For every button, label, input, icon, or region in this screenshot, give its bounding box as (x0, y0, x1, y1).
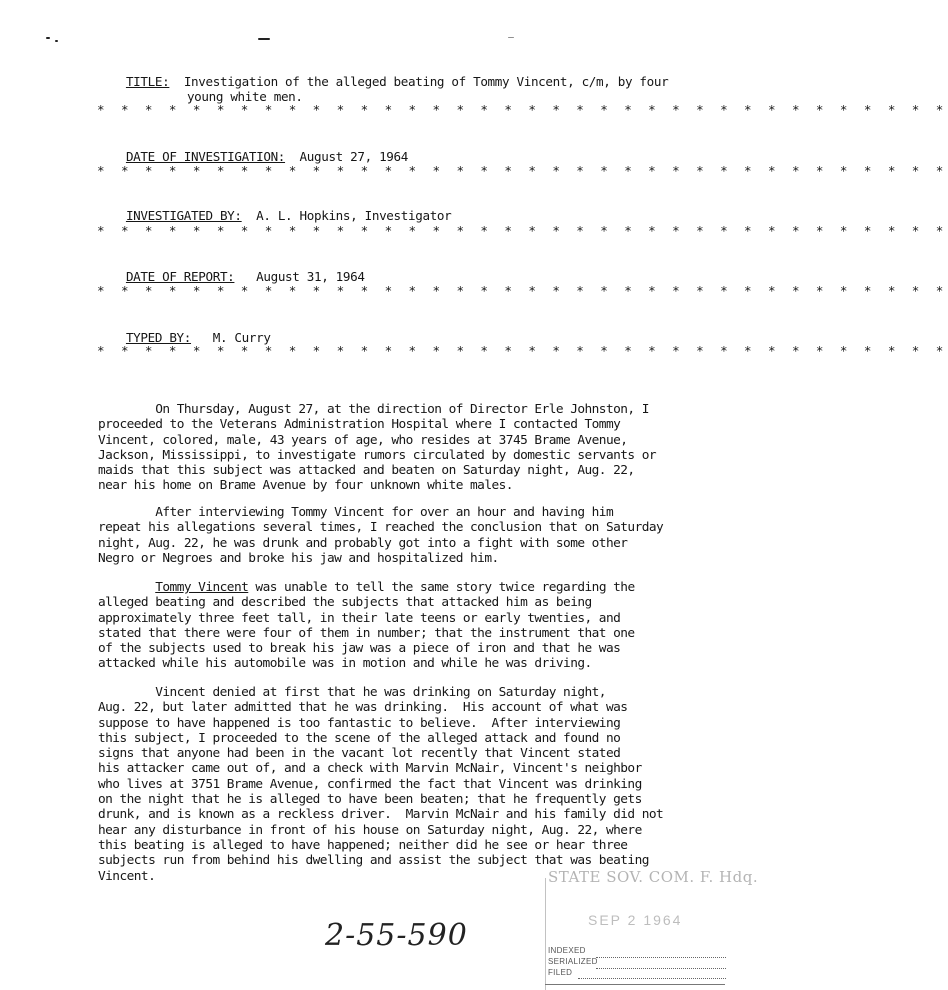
text-line: this beating is alleged to have happened; neither did he see or hear three (98, 837, 628, 853)
stamp-filed-line (578, 978, 726, 979)
text-line: After interviewing Tommy Vincent for over an hour and having him (98, 505, 614, 520)
text-line: Vincent, colored, male, 43 years of age, who resides at 3745 Brame Avenue, (98, 432, 628, 448)
typed-by-value: M. Curry (212, 330, 271, 345)
separator: * * * * * * * * * * * * * * * * * * * * * * * * * * * * * * * * * * * * (97, 283, 948, 298)
separator: * * * * * * * * * * * * * * * * * * * * * * * * * * * * * * * * * * * * (97, 223, 948, 238)
title-text-line1: Investigation of the alleged beating of Tommy Vincent, c/m, by four (183, 74, 669, 89)
investigated-by-value: A. L. Hopkins, Investigator (256, 208, 452, 223)
file-stamp (548, 862, 759, 990)
text-line: Vincent. (98, 868, 156, 884)
stamp-border-left (545, 878, 546, 990)
paragraph-4 (98, 685, 698, 884)
title-label: TITLE: (125, 74, 170, 89)
date-of-report-value: August 31, 1964 (256, 269, 365, 284)
text-line: Negro or Negroes and broke his jaw and hospitalized him. (98, 550, 499, 566)
stamp-indexed-line (596, 957, 726, 958)
paragraph-1 (98, 402, 698, 494)
scan-speck (46, 37, 50, 39)
scan-speck (508, 37, 514, 38)
text-line: this subject, I proceeded to the scene of the alleged attack and found no (98, 730, 621, 746)
text-line: proceeded to the Veterans Administration Hospital where I contacted Tommy (98, 417, 621, 433)
date-of-report-label: DATE OF REPORT: (125, 269, 235, 284)
stamp-border-bottom (545, 984, 725, 985)
separator: * * * * * * * * * * * * * * * * * * * * * * * * * * * * * * * * * * * * (97, 343, 948, 358)
text-line: attacked while his automobile was in motion and while he was driving. (98, 656, 592, 672)
separator: * * * * * * * * * * * * * * * * * * * * * * * * * * * * * * * * * * * * (97, 102, 948, 117)
text-line: near his home on Brame Avenue by four unknown white males. (98, 478, 513, 494)
separator: * * * * * * * * * * * * * * * * * * * * * * * * * * * * * * * * * * * * (97, 163, 948, 178)
text-line: his attacker came out of, and a check with Marvin McNair, Vincent's neighbor (98, 761, 642, 777)
underlined-name: Tommy Vincent (155, 580, 249, 595)
text-fragment: was unable to tell the same story twice regarding the (248, 580, 635, 595)
date-of-investigation-value: August 27, 1964 (299, 149, 408, 164)
paragraph-3 (98, 580, 698, 672)
text-line: Vincent denied at first that he was drinking on Saturday night, (98, 685, 606, 700)
stamp-date: SEP 2 1964 (588, 912, 683, 928)
stamp-agency-text: STATE SOV. COM. F. Hdq. (548, 868, 759, 886)
scan-speck (55, 40, 58, 42)
text-line: who lives at 3751 Brame Avenue, confirmed the fact that Vincent was drinking (98, 776, 642, 792)
stamp-filed: FILED (548, 968, 573, 977)
text-line: drunk, and is known as a reckless driver. Marvin McNair and his family did not (98, 807, 664, 823)
text-line: maids that this subject was attacked and beaten on Saturday night, Aug. 22, (98, 463, 635, 479)
stamp-indexed: INDEXED (548, 946, 586, 955)
text-line: repeat his allegations several times, I reached the conclusion that on Saturday (98, 520, 664, 536)
text-line: on the night that he is alleged to have been beaten; that he frequently gets (98, 792, 642, 808)
text-line: alleged beating and described the subjects that attacked him as being (98, 595, 592, 611)
text-line: hear any disturbance in front of his house on Saturday night, Aug. 22, where (98, 822, 642, 838)
stamp-serialized-line (596, 968, 726, 969)
stamp-serialized: SERIALIZED (548, 957, 598, 966)
scan-speck (258, 38, 270, 40)
text-line: suppose to have happened is too fantastic to believe. After interviewing (98, 715, 621, 731)
text-line: of the subjects used to break his jaw was a piece of iron and that he was (98, 641, 621, 657)
text-line: signs that anyone had been in the vacant lot recently that Vincent stated (98, 746, 621, 762)
date-of-investigation-label: DATE OF INVESTIGATION: (125, 149, 286, 164)
typed-by-label: TYPED BY: (125, 330, 192, 345)
text-line: approximately three feet tall, in their late teens or early twenties, and (98, 610, 621, 626)
text-line (98, 580, 698, 595)
handwritten-file-number: 2-55-590 (325, 918, 468, 953)
text-line: night, Aug. 22, he was drunk and probably got into a fight with some other (98, 535, 628, 551)
text-line: subjects run from behind his dwelling and assist the subject that was beating (98, 853, 649, 869)
text-line: On Thursday, August 27, at the direction of Director Erle Johnston, I (98, 402, 649, 417)
investigated-by-label: INVESTIGATED BY: (125, 208, 242, 223)
title-text-line2: young white men. (186, 89, 303, 104)
text-line: stated that there were four of them in number; that the instrument that one (98, 625, 635, 641)
paragraph-2 (98, 505, 698, 566)
text-line: Jackson, Mississippi, to investigate rumors circulated by domestic servants or (98, 447, 657, 463)
text-line: Aug. 22, but later admitted that he was drinking. His account of what was (98, 700, 628, 716)
